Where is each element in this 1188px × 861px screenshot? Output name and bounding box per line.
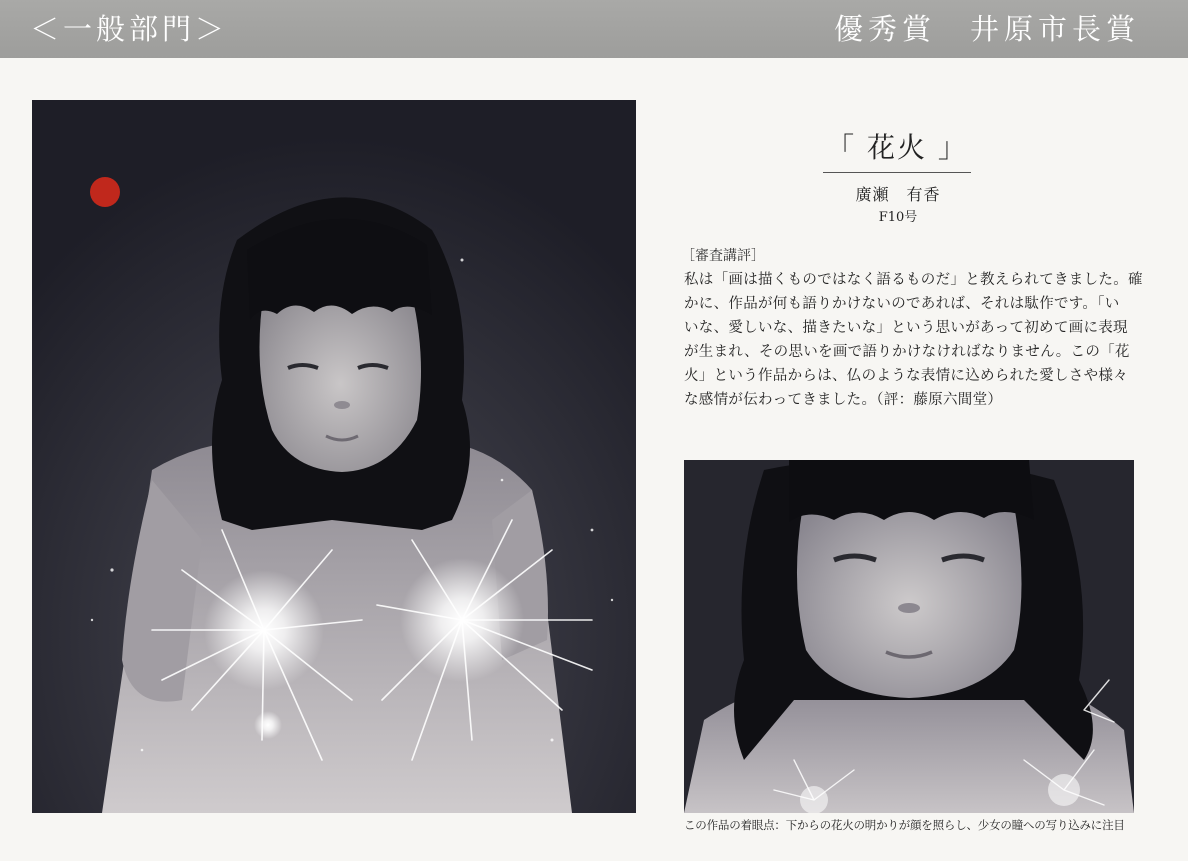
detail-artwork-image — [684, 460, 1134, 813]
review-heading: ［審査講評］ — [681, 248, 765, 264]
review-line: な感情が伝わってきました。（評：藤原六間堂） — [684, 392, 1003, 408]
canvas-size: F10号 — [878, 210, 918, 225]
artwork-title: 「 花火 」 — [826, 131, 968, 164]
header-bar — [0, 0, 1188, 58]
title-underline — [823, 172, 971, 173]
main-artwork-image — [32, 100, 636, 813]
review-line: 私は「画は描くものではなく語るものだ」と教えられてきました。確 — [684, 272, 1143, 288]
review-text — [684, 268, 1143, 412]
artist-name: 廣瀬 有香 — [855, 185, 941, 204]
award-label: 優秀賞 井原市長賞 — [833, 12, 1140, 46]
review-line: 火」という作品からは、仏のような表情に込められた愛しさや様々 — [684, 368, 1128, 384]
category-label: ＜一般部門＞ — [30, 12, 229, 46]
review-line: いな、愛しいな、描きたいな」という思いがあって初めて画に表現 — [684, 320, 1128, 336]
review-line: かに、作品が何も語りかけないのであれば、それは駄作です。「い — [684, 296, 1120, 312]
review-line: が生まれ、その思いを画で語りかけなければなりません。この「花 — [684, 344, 1130, 360]
detail-caption: この作品の着眼点：下からの花火の明かりが顔を照らし、少女の瞳への写り込みに注目 — [684, 818, 1125, 832]
seal-stamp — [90, 177, 120, 207]
